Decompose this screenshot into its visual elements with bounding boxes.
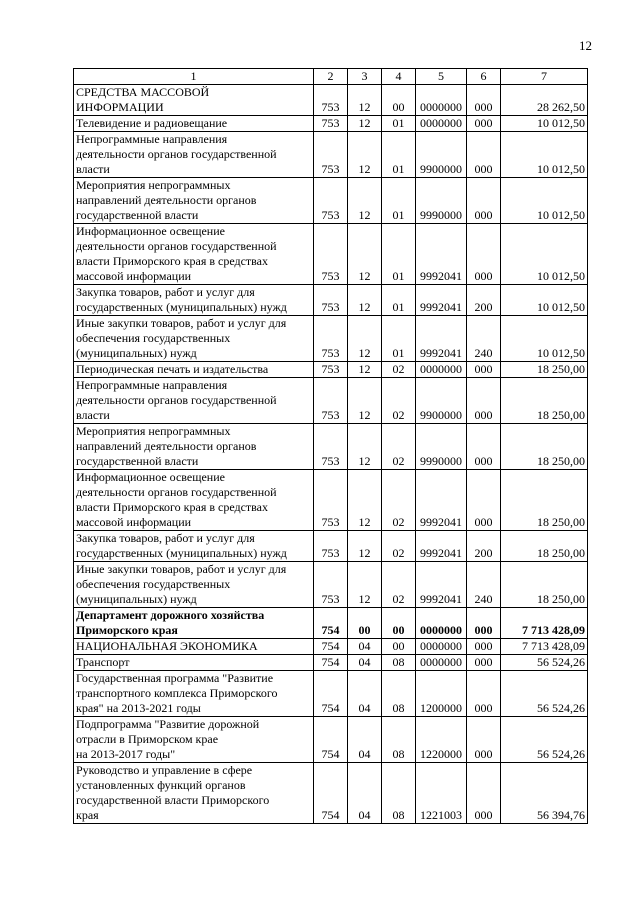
subsection-code-cell: 08: [382, 655, 416, 671]
item-name-cell: Телевидение и радиовещание: [74, 116, 314, 132]
expense-type-cell: 000: [467, 655, 501, 671]
amount-cell: 10 012,50: [501, 116, 588, 132]
amount-cell: 18 250,00: [501, 470, 588, 531]
item-name-cell: Подпрограмма "Развитие дорожной отрасли в Приморском крае на 2013-2017 годы": [74, 717, 314, 763]
table-row: [74, 639, 588, 655]
admin-code-cell: 753: [314, 132, 348, 178]
expense-type-cell: 000: [467, 671, 501, 717]
subsection-code-cell: 02: [382, 362, 416, 378]
item-name-cell: Информационное освещение деятельности органов государственной власти Приморского края в средствах массовой информации: [74, 224, 314, 285]
table-row: [74, 132, 588, 178]
amount-cell: 56 524,26: [501, 655, 588, 671]
target-code-cell: 1220000: [416, 717, 467, 763]
expense-type-cell: 000: [467, 378, 501, 424]
header-cell: 1: [74, 69, 314, 85]
section-code-cell: 12: [348, 470, 382, 531]
table-row: [74, 116, 588, 132]
item-name-cell: Иные закупки товаров, работ и услуг для обеспечения государственных (муниципальных) нужд: [74, 316, 314, 362]
header-cell: 7: [501, 69, 588, 85]
amount-cell: 56 524,26: [501, 671, 588, 717]
subsection-code-cell: 01: [382, 116, 416, 132]
table-row: [74, 178, 588, 224]
table-row: [74, 85, 588, 116]
table-row: [74, 763, 588, 824]
table-row: [74, 562, 588, 608]
section-code-cell: 12: [348, 224, 382, 285]
target-code-cell: 9990000: [416, 424, 467, 470]
section-code-cell: 12: [348, 424, 382, 470]
expense-type-cell: 240: [467, 316, 501, 362]
admin-code-cell: 753: [314, 178, 348, 224]
admin-code-cell: 753: [314, 424, 348, 470]
subsection-code-cell: 01: [382, 316, 416, 362]
section-code-cell: 00: [348, 608, 382, 639]
amount-cell: 10 012,50: [501, 178, 588, 224]
table-row: [74, 424, 588, 470]
expense-type-cell: 000: [467, 362, 501, 378]
item-name-cell: Департамент дорожного хозяйства Приморского края: [74, 608, 314, 639]
header-cell: 3: [348, 69, 382, 85]
section-code-cell: 12: [348, 562, 382, 608]
subsection-code-cell: 01: [382, 132, 416, 178]
admin-code-cell: 753: [314, 316, 348, 362]
target-code-cell: 9992041: [416, 562, 467, 608]
header-cell: 5: [416, 69, 467, 85]
amount-cell: 18 250,00: [501, 378, 588, 424]
item-name-cell: Иные закупки товаров, работ и услуг для обеспечения государственных (муниципальных) нужд: [74, 562, 314, 608]
item-name-cell: Транспорт: [74, 655, 314, 671]
admin-code-cell: 753: [314, 224, 348, 285]
table-row: [74, 470, 588, 531]
header-cell: 6: [467, 69, 501, 85]
admin-code-cell: 753: [314, 378, 348, 424]
section-code-cell: 12: [348, 116, 382, 132]
item-name-cell: Непрограммные направления деятельности органов государственной власти: [74, 132, 314, 178]
expense-type-cell: 000: [467, 424, 501, 470]
expense-type-cell: 000: [467, 608, 501, 639]
target-code-cell: 9992041: [416, 316, 467, 362]
table-row: [74, 316, 588, 362]
table-row: [74, 608, 588, 639]
expense-type-cell: 000: [467, 763, 501, 824]
table-header-row: [74, 69, 588, 85]
target-code-cell: 9992041: [416, 470, 467, 531]
item-name-cell: НАЦИОНАЛЬНАЯ ЭКОНОМИКА: [74, 639, 314, 655]
target-code-cell: 9992041: [416, 224, 467, 285]
item-name-cell: Закупка товаров, работ и услуг для государственных (муниципальных) нужд: [74, 531, 314, 562]
expense-type-cell: 000: [467, 116, 501, 132]
item-name-cell: Руководство и управление в сфере установленных функций органов государственной власти Приморского края: [74, 763, 314, 824]
page-number: 12: [579, 38, 592, 53]
item-name-cell: Информационное освещение деятельности органов государственной власти Приморского края в средствах массовой информации: [74, 470, 314, 531]
item-name-cell: Закупка товаров, работ и услуг для государственных (муниципальных) нужд: [74, 285, 314, 316]
subsection-code-cell: 08: [382, 671, 416, 717]
section-code-cell: 12: [348, 178, 382, 224]
item-name-cell: Непрограммные направления деятельности органов государственной власти: [74, 378, 314, 424]
subsection-code-cell: 08: [382, 763, 416, 824]
section-code-cell: 04: [348, 717, 382, 763]
expense-type-cell: 000: [467, 470, 501, 531]
amount-cell: 18 250,00: [501, 531, 588, 562]
admin-code-cell: 754: [314, 763, 348, 824]
subsection-code-cell: 00: [382, 85, 416, 116]
subsection-code-cell: 02: [382, 424, 416, 470]
amount-cell: 10 012,50: [501, 285, 588, 316]
item-name-cell: СРЕДСТВА МАССОВОЙ ИНФОРМАЦИИ: [74, 85, 314, 116]
admin-code-cell: 754: [314, 717, 348, 763]
subsection-code-cell: 01: [382, 178, 416, 224]
item-name-cell: Периодическая печать и издательства: [74, 362, 314, 378]
admin-code-cell: 753: [314, 470, 348, 531]
target-code-cell: 9900000: [416, 132, 467, 178]
expense-type-cell: 200: [467, 285, 501, 316]
subsection-code-cell: 08: [382, 717, 416, 763]
target-code-cell: 0000000: [416, 85, 467, 116]
expense-type-cell: 000: [467, 639, 501, 655]
section-code-cell: 12: [348, 362, 382, 378]
subsection-code-cell: 01: [382, 285, 416, 316]
expense-type-cell: 000: [467, 85, 501, 116]
admin-code-cell: 753: [314, 531, 348, 562]
expense-type-cell: 200: [467, 531, 501, 562]
admin-code-cell: 754: [314, 655, 348, 671]
admin-code-cell: 754: [314, 608, 348, 639]
subsection-code-cell: 00: [382, 639, 416, 655]
subsection-code-cell: 01: [382, 224, 416, 285]
target-code-cell: 9990000: [416, 178, 467, 224]
table-row: [74, 717, 588, 763]
section-code-cell: 12: [348, 316, 382, 362]
amount-cell: 28 262,50: [501, 85, 588, 116]
subsection-code-cell: 02: [382, 531, 416, 562]
amount-cell: 18 250,00: [501, 424, 588, 470]
section-code-cell: 04: [348, 639, 382, 655]
target-code-cell: 0000000: [416, 608, 467, 639]
item-name-cell: Мероприятия непрограммных направлений деятельности органов государственной власти: [74, 178, 314, 224]
admin-code-cell: 753: [314, 362, 348, 378]
table-row: [74, 285, 588, 316]
amount-cell: 10 012,50: [501, 224, 588, 285]
section-code-cell: 12: [348, 378, 382, 424]
amount-cell: 10 012,50: [501, 132, 588, 178]
expense-type-cell: 240: [467, 562, 501, 608]
amount-cell: 18 250,00: [501, 362, 588, 378]
item-name-cell: Государственная программа "Развитие транспортного комплекса Приморского края" на 2013-2021 годы: [74, 671, 314, 717]
target-code-cell: 9992041: [416, 531, 467, 562]
target-code-cell: 0000000: [416, 639, 467, 655]
admin-code-cell: 753: [314, 116, 348, 132]
amount-cell: 7 713 428,09: [501, 639, 588, 655]
subsection-code-cell: 00: [382, 608, 416, 639]
section-code-cell: 04: [348, 763, 382, 824]
subsection-code-cell: 02: [382, 378, 416, 424]
section-code-cell: 12: [348, 85, 382, 116]
expense-type-cell: 000: [467, 224, 501, 285]
budget-table: [73, 68, 588, 824]
amount-cell: 18 250,00: [501, 562, 588, 608]
table-row: [74, 224, 588, 285]
target-code-cell: 1221003: [416, 763, 467, 824]
target-code-cell: 9992041: [416, 285, 467, 316]
header-cell: 4: [382, 69, 416, 85]
target-code-cell: 0000000: [416, 655, 467, 671]
expense-type-cell: 000: [467, 178, 501, 224]
amount-cell: 10 012,50: [501, 316, 588, 362]
table-row: [74, 362, 588, 378]
header-cell: 2: [314, 69, 348, 85]
section-code-cell: 04: [348, 671, 382, 717]
admin-code-cell: 753: [314, 285, 348, 316]
admin-code-cell: 754: [314, 639, 348, 655]
table-row: [74, 378, 588, 424]
table-row: [74, 531, 588, 562]
item-name-cell: Мероприятия непрограммных направлений деятельности органов государственной власти: [74, 424, 314, 470]
admin-code-cell: 754: [314, 671, 348, 717]
expense-type-cell: 000: [467, 132, 501, 178]
admin-code-cell: 753: [314, 562, 348, 608]
section-code-cell: 12: [348, 285, 382, 316]
target-code-cell: 0000000: [416, 362, 467, 378]
amount-cell: 7 713 428,09: [501, 608, 588, 639]
table-row: [74, 671, 588, 717]
section-code-cell: 12: [348, 531, 382, 562]
target-code-cell: 1200000: [416, 671, 467, 717]
expense-type-cell: 000: [467, 717, 501, 763]
admin-code-cell: 753: [314, 85, 348, 116]
target-code-cell: 9900000: [416, 378, 467, 424]
amount-cell: 56 394,76: [501, 763, 588, 824]
section-code-cell: 12: [348, 132, 382, 178]
target-code-cell: 0000000: [416, 116, 467, 132]
section-code-cell: 04: [348, 655, 382, 671]
subsection-code-cell: 02: [382, 470, 416, 531]
amount-cell: 56 524,26: [501, 717, 588, 763]
table-row: [74, 655, 588, 671]
subsection-code-cell: 02: [382, 562, 416, 608]
